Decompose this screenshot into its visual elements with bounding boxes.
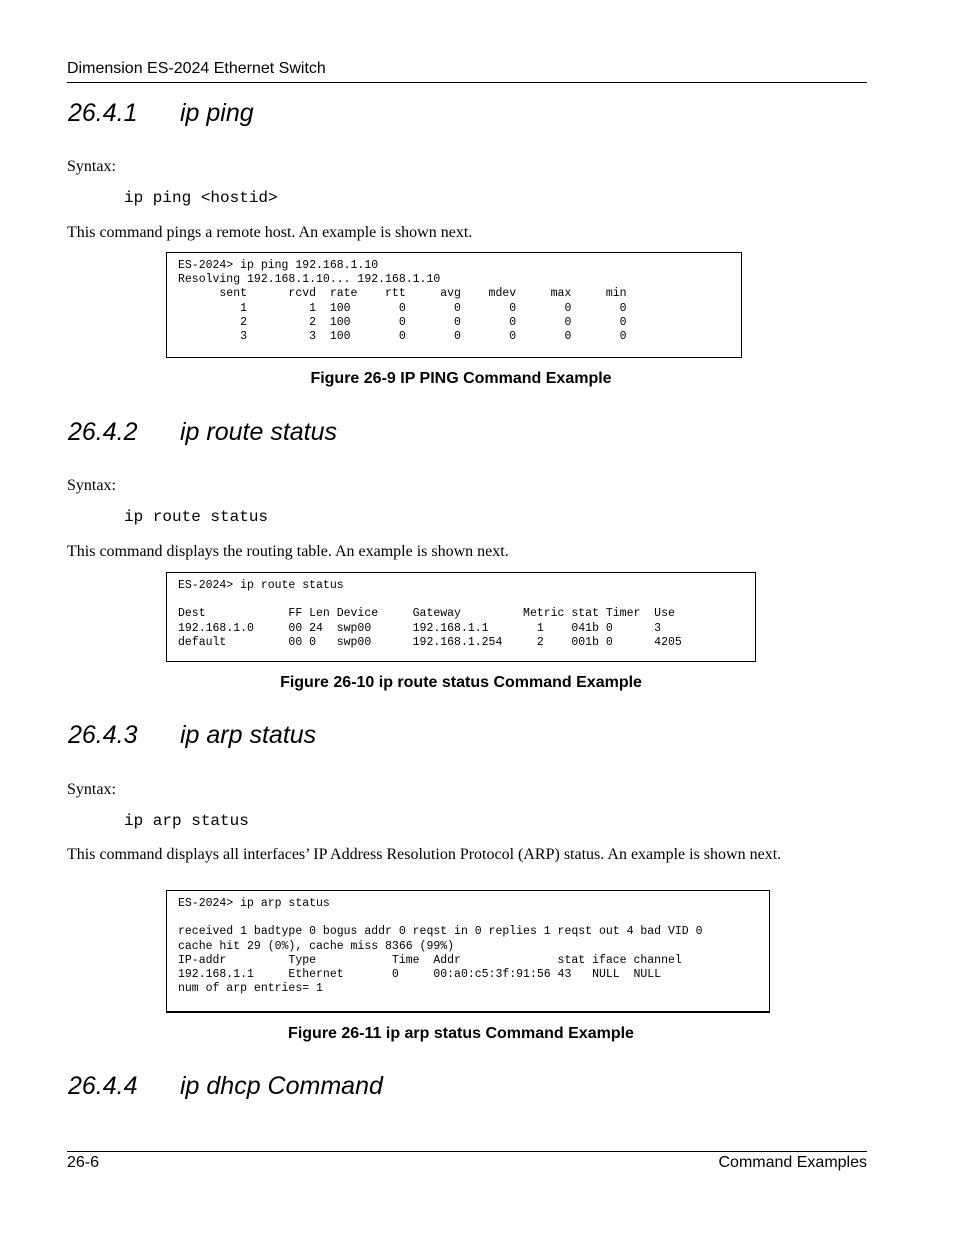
footer-rule <box>67 1151 867 1152</box>
section-heading-ip-ping <box>68 98 254 128</box>
section-description: This command pings a remote host. An example is shown next. <box>67 224 473 241</box>
figure-caption: Figure 26-10 ip route status Command Example <box>280 674 642 691</box>
code-line: num of arp entries= 1 <box>178 982 323 996</box>
syntax-command: ip arp status <box>124 812 249 830</box>
section-title: ip arp status <box>180 721 317 749</box>
figure-caption: Figure 26-11 ip arp status Command Example <box>288 1025 634 1042</box>
code-figure-ip-route-status <box>166 572 756 662</box>
code-line <box>178 911 769 925</box>
section-description: This command displays the routing table. An example is shown next. <box>67 543 509 560</box>
page-number: 26-6 <box>67 1154 100 1171</box>
syntax-label: Syntax: <box>67 477 116 494</box>
section-heading-ip-route-status <box>68 417 337 447</box>
syntax-label: Syntax: <box>67 158 116 175</box>
code-line <box>178 593 755 607</box>
code-line: Resolving 192.168.1.10... 192.168.1.10 <box>178 273 441 287</box>
code-line: 3 3 100 0 0 0 0 0 <box>178 329 627 343</box>
code-line: 192.168.1.0 00 24 swp00 192.168.1.1 1 041b 0 3 <box>178 621 662 635</box>
figure-caption: Figure 26-9 IP PING Command Example <box>310 370 612 387</box>
section-title: ip dhcp Command <box>180 1072 383 1100</box>
chapter-name: Command Examples <box>718 1154 867 1171</box>
code-line: 2 2 100 0 0 0 0 0 <box>178 315 627 329</box>
code-figure-ip-arp-status <box>166 890 770 1013</box>
section-heading-ip-arp-status <box>68 720 316 750</box>
section-number: 26.4.4 <box>68 1072 138 1100</box>
code-line: 192.168.1.1 Ethernet 0 00:a0:c5:3f:91:56 43 NULL NULL <box>178 967 662 981</box>
code-figure-ip-ping <box>166 252 742 358</box>
syntax-label: Syntax: <box>67 781 116 798</box>
code-line: cache hit 29 (0%), cache miss 8366 (99%) <box>178 939 455 953</box>
syntax-command: ip ping <hostid> <box>124 189 278 207</box>
syntax-command: ip route status <box>124 508 269 526</box>
section-description: This command displays all interfaces’ IP Address Resolution Protocol (ARP) status. An example is shown next. <box>67 846 782 863</box>
code-line: ES-2024> ip ping 192.168.1.10 <box>178 259 379 272</box>
section-heading-ip-dhcp-command <box>68 1071 383 1101</box>
code-line: 1 1 100 0 0 0 0 0 <box>178 301 627 315</box>
code-line: ES-2024> ip arp status <box>178 897 330 910</box>
section-number: 26.4.2 <box>68 418 138 446</box>
section-title: ip ping <box>180 99 254 127</box>
running-header: Dimension ES-2024 Ethernet Switch <box>67 60 326 77</box>
code-line: ES-2024> ip route status <box>178 579 344 592</box>
code-line: default 00 0 swp00 192.168.1.254 2 001b 0 4205 <box>178 635 682 649</box>
code-line: sent rcvd rate rtt avg mdev max min <box>178 287 627 301</box>
section-number: 26.4.3 <box>68 721 138 749</box>
header-rule <box>67 82 867 83</box>
section-number: 26.4.1 <box>68 99 138 127</box>
code-line: IP-addr Type Time Addr stat iface channel <box>178 953 682 967</box>
code-line: Dest FF Len Device Gateway Metric stat Timer Use <box>178 607 675 621</box>
section-title: ip route status <box>180 418 338 446</box>
code-line: received 1 badtype 0 bogus addr 0 reqst in 0 replies 1 reqst out 4 bad VID 0 <box>178 925 703 939</box>
